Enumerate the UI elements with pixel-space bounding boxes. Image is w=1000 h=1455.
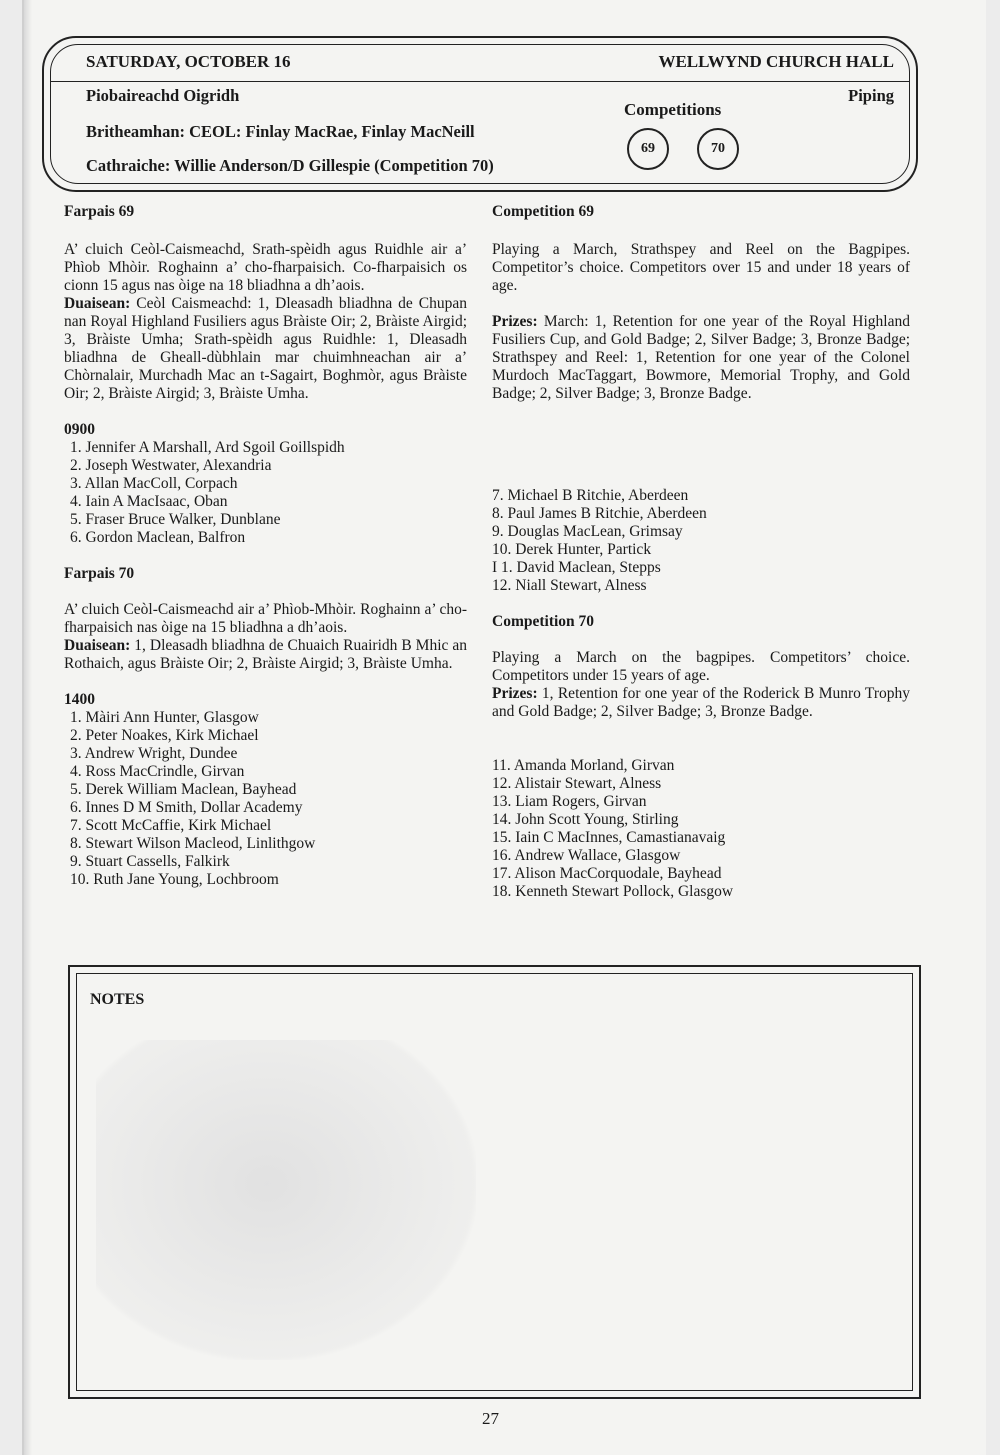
prizes-label: Prizes: — [492, 685, 538, 702]
list-item: 16. Andrew Wallace, Glasgow — [492, 847, 681, 864]
list-item: 8. Stewart Wilson Macleod, Linlithgow — [70, 835, 316, 852]
list-item: 12. Alistair Stewart, Alness — [492, 775, 662, 792]
list-item: 13. Liam Rogers, Girvan — [492, 793, 647, 810]
farpais-70-heading: Farpais 70 — [64, 565, 135, 582]
competitor-list-0900-cont — [492, 487, 910, 595]
list-item: 6. Innes D M Smith, Dollar Academy — [70, 799, 303, 816]
prizes-text: 1, Dleasadh bliadhna de Chuaich Ruairidh B Mhic an Rothaich, agus Bràiste Oir; 2, Bràiste Airgid; 3, Bràiste Umha. — [64, 637, 467, 672]
list-item: 2. Joseph Westwater, Alexandria — [70, 457, 272, 474]
list-item: 3. Allan MacColl, Corpach — [70, 475, 238, 492]
prizes-text: Ceòl Caismeachd: 1, Dleasadh bliadhna de Chupan nan Royal Highland Fusiliers agus Bràiste Oir; 2, Bràiste Airgid; 3, Bràiste Umha; Srath-spèidh agus Ruidhle: 1, Dleasadh bliadhna de Gheall-dùbhlain mar chuimhneachan air a’ Chòrnalair, Murchadh Mac an t-Sagairt, Boghmòr, agus Bràiste Oir; 2, Bràiste Airgid; 3, Bràiste Umha. — [64, 295, 467, 402]
competition-69-prizes — [492, 313, 910, 403]
chair: Cathraiche: Willie Anderson/D Gillespie (Competition 70) — [86, 156, 494, 175]
prizes-label: Prizes: — [492, 313, 538, 330]
list-item: 11. Amanda Morland, Girvan — [492, 757, 675, 774]
list-item: 12. Niall Stewart, Alness — [492, 577, 647, 594]
prizes-text: 1, Retention for one year of the Roderick B Munro Trophy and Gold Badge; 2, Silver Badge; 3, Bronze Badge. — [492, 685, 910, 720]
farpais-69-heading: Farpais 69 — [64, 203, 135, 220]
competition-number-badge: 70 — [697, 128, 739, 170]
competitor-list-1400-cont — [492, 757, 910, 901]
list-item: 1. Màiri Ann Hunter, Glasgow — [70, 709, 259, 726]
list-item: 18. Kenneth Stewart Pollock, Glasgow — [492, 883, 734, 900]
competitions-label: Competitions — [624, 100, 722, 119]
farpais-69-prizes — [64, 295, 467, 403]
competition-69-description: Playing a March, Strathspey and Reel on the Bagpipes. Competitor’s choice. Competitors over 15 and under 18 years of age. — [492, 241, 910, 294]
list-item: 4. Ross MacCrindle, Girvan — [70, 763, 245, 780]
list-item: 9. Douglas MacLean, Grimsay — [492, 523, 683, 540]
farpais-70-prizes — [64, 637, 467, 673]
prizes-text: March: 1, Retention for one year of the Royal Highland Fusiliers Cup, and Gold Badge; 2, Silver Badge; 3, Bronze Badge; Strathspey and Reel: 1, Retention for one year of the Colonel Murdoch MacTaggart, Bowmore, Memorial Trophy, and Gold Badge; 2, Silver Badge; 3, Bronze Badge. — [492, 313, 910, 402]
list-item: 3. Andrew Wright, Dundee — [70, 745, 238, 762]
list-item: 8. Paul James B Ritchie, Aberdeen — [492, 505, 707, 522]
right-column — [492, 203, 910, 901]
header-divider — [51, 81, 909, 82]
farpais-70-description: A’ cluich Ceòl-Caismeachd air a’ Phìob-Mhòir. Roghainn a’ cho-fharpaisich nas òige na 15 bliadhna a dh’aois. — [64, 601, 467, 636]
prizes-label: Duaisean: — [64, 295, 131, 312]
list-item: 17. Alison MacCorquodale, Bayhead — [492, 865, 722, 882]
list-item: 5. Fraser Bruce Walker, Dunblane — [70, 511, 281, 528]
list-item: 6. Gordon Maclean, Balfron — [70, 529, 246, 546]
competition-70-description: Playing a March on the bagpipes. Competitors’ choice. Competitors under 15 years of age. — [492, 649, 910, 684]
notes-heading: NOTES — [90, 991, 145, 1008]
event-title: Piobaireachd Oigridh — [86, 86, 240, 105]
competition-69-heading: Competition 69 — [492, 203, 595, 220]
list-item: 10. Derek Hunter, Partick — [492, 541, 652, 558]
competition-70-prizes — [492, 685, 910, 721]
list-item: 4. Iain A MacIsaac, Oban — [70, 493, 228, 510]
event-category: Piping — [848, 86, 894, 105]
time-1400: 1400 — [64, 691, 95, 708]
list-item: 5. Derek William Maclean, Bayhead — [70, 781, 297, 798]
competitor-list-1400 — [70, 709, 467, 889]
list-item: 7. Michael B Ritchie, Aberdeen — [492, 487, 689, 504]
header-box — [42, 36, 918, 192]
list-item: 1. Jennifer A Marshall, Ard Sgoil Goillspidh — [70, 439, 345, 456]
page-number: 27 — [482, 1409, 499, 1428]
prizes-label: Duaisean: — [64, 637, 131, 654]
competition-70-heading: Competition 70 — [492, 613, 595, 630]
judges: Britheamhan: CEOL: Finlay MacRae, Finlay MacNeill — [86, 122, 475, 141]
list-item: 2. Peter Noakes, Kirk Michael — [70, 727, 259, 744]
list-item: 9. Stuart Cassells, Falkirk — [70, 853, 230, 870]
competition-number-badge: 69 — [627, 128, 669, 170]
list-item: I 1. David Maclean, Stepps — [492, 559, 661, 576]
list-item: 7. Scott McCaffie, Kirk Michael — [70, 817, 272, 834]
show-through-image — [96, 1040, 476, 1360]
left-column — [64, 203, 467, 889]
list-item: 15. Iain C MacInnes, Camastianavaig — [492, 829, 726, 846]
farpais-69-description: A’ cluich Ceòl-Caismeachd, Srath-spèidh agus Ruidhle air a’ Phìob Mhòir. Roghainn a’ cho-fharpaisich. Co-fharpaisich os cionn 15 agus nas òige na 18 bliadhna a dh’aois. — [64, 241, 467, 294]
competitor-list-0900 — [70, 439, 467, 547]
list-item: 10. Ruth Jane Young, Lochbroom — [70, 871, 279, 888]
event-venue: WELLWYND CHURCH HALL — [658, 52, 894, 71]
event-date: SATURDAY, OCTOBER 16 — [86, 52, 291, 71]
time-0900: 0900 — [64, 421, 95, 438]
list-item: 14. John Scott Young, Stirling — [492, 811, 679, 828]
